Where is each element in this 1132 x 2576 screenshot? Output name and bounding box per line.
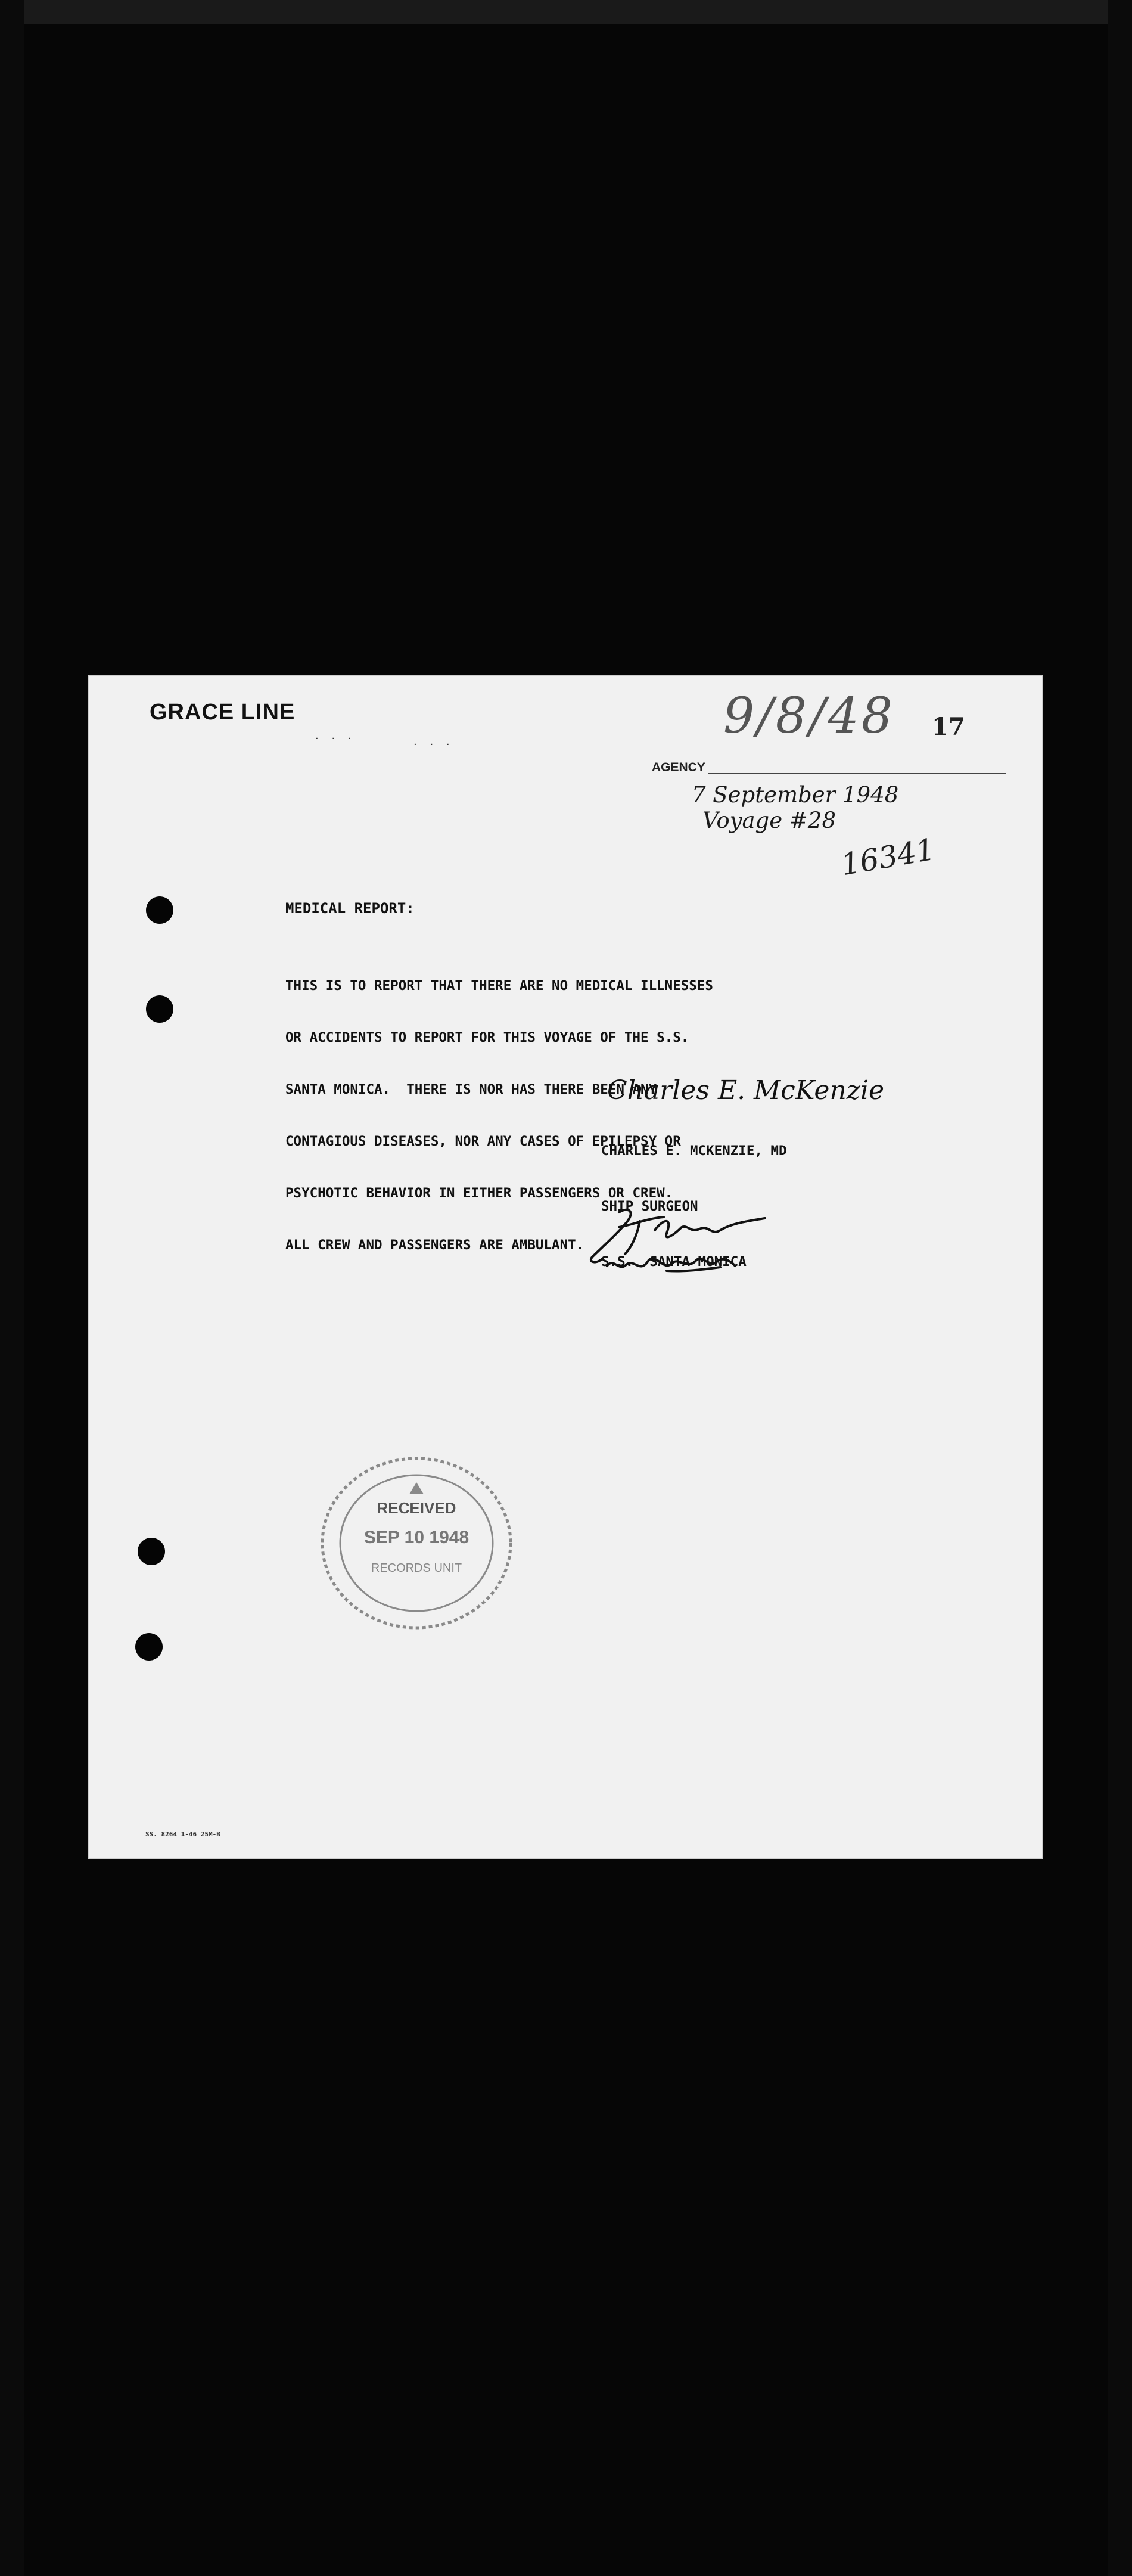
initials-signature	[583, 1200, 786, 1290]
body-line: THIS IS TO REPORT THAT THERE ARE NO MEDICAL ILLNESSES	[285, 978, 713, 994]
punch-hole	[146, 995, 173, 1023]
form-code: SS. 8264 1-46 25M-B	[145, 1830, 220, 1838]
handwritten-date: 7 September 1948	[692, 782, 899, 808]
film-edge-right	[1108, 0, 1132, 2576]
page-number: 17	[932, 713, 965, 741]
handwritten-date-top: 9/8/48	[723, 688, 895, 744]
body-line: ALL CREW AND PASSENGERS ARE AMBULANT.	[285, 1237, 584, 1253]
handwritten-file-number: 16341	[838, 831, 938, 883]
signer-title: SHIP SURGEON	[601, 1199, 698, 1214]
report-title: MEDICAL REPORT:	[285, 900, 415, 917]
body-line: PSYCHOTIC BEHAVIOR IN EITHER PASSENGERS OR CREW.	[285, 1185, 673, 1201]
medical-report-document	[88, 675, 1043, 1859]
handwritten-signature: Charles E. McKenzie	[607, 1075, 885, 1106]
signer-ship: S.S. SANTA MONICA	[601, 1254, 747, 1270]
punch-hole	[138, 1538, 165, 1565]
signer-name: CHARLES E. MCKENZIE, MD	[601, 1143, 787, 1159]
stamp-records-unit-text: RECORDS UNIT	[371, 1562, 462, 1575]
stamp-date-text: SEP 10 1948	[363, 1528, 469, 1547]
punch-hole	[135, 1633, 163, 1661]
agency-line	[708, 773, 1006, 774]
film-edge-top	[0, 0, 1132, 24]
letterhead-dots: · · ·	[315, 733, 356, 745]
letterhead: GRACE LINE	[150, 700, 296, 725]
agency-label: AGENCY	[652, 761, 705, 774]
body-line: OR ACCIDENTS TO REPORT FOR THIS VOYAGE OF THE S.S.	[285, 1030, 689, 1045]
body-line: CONTAGIOUS DISEASES, NOR ANY CASES OF EPILEPSY OR	[285, 1134, 681, 1149]
stamp-received-text: RECEIVED	[377, 1499, 456, 1517]
received-stamp	[318, 1454, 515, 1632]
handwritten-voyage: Voyage #28	[702, 808, 836, 833]
film-edge-left	[0, 0, 24, 2576]
body-line: SANTA MONICA. THERE IS NOR HAS THERE BEEN ANY	[285, 1082, 657, 1097]
letterhead-dots-2: · · ·	[413, 738, 455, 751]
punch-hole	[146, 896, 173, 924]
